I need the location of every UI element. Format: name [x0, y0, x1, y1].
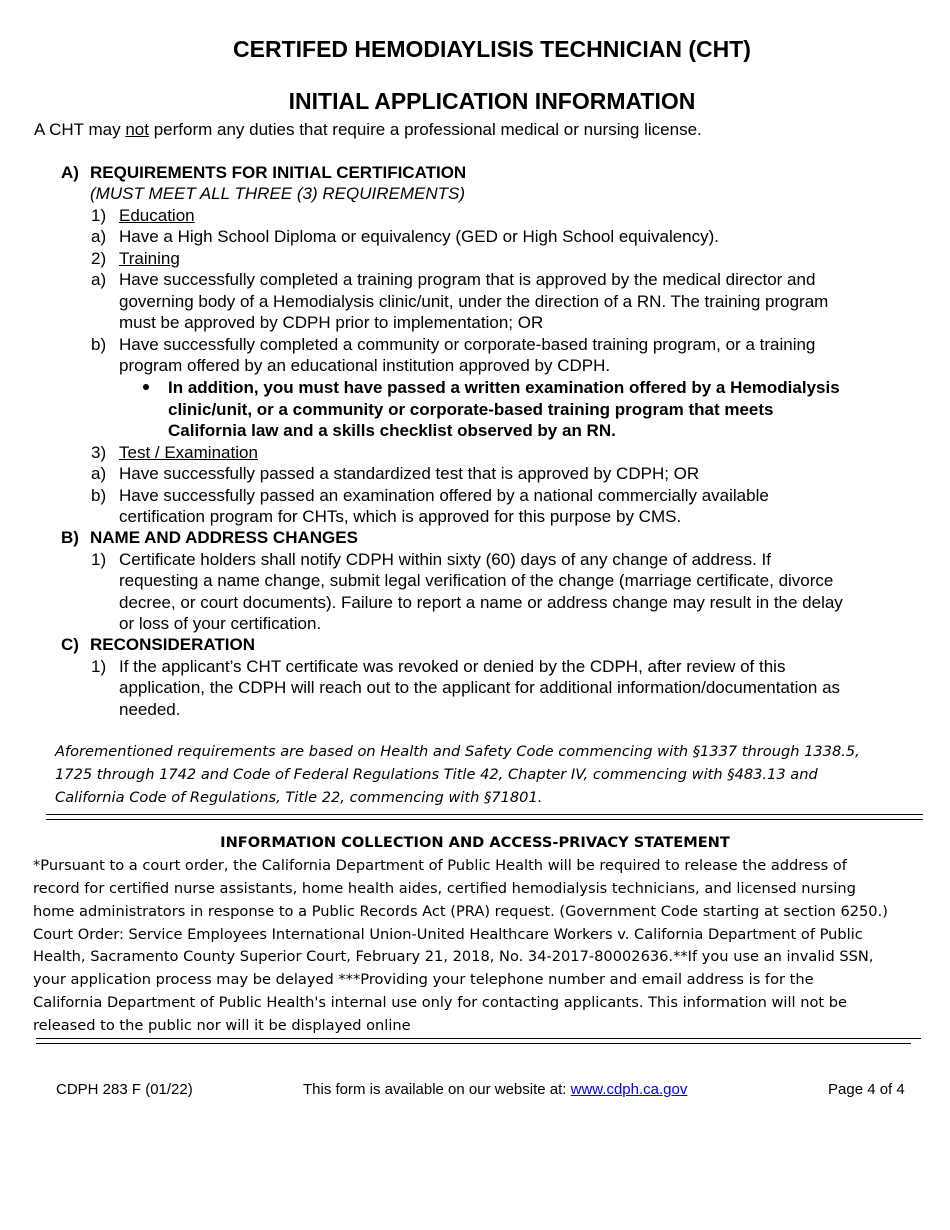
privacy-heading: INFORMATION COLLECTION AND ACCESS-PRIVACY STATEMENT: [220, 834, 730, 851]
req2-b-line: program offered by an educational institution approved by CDPH.: [119, 356, 611, 375]
section-a-heading: REQUIREMENTS FOR INITIAL CERTIFICATION: [90, 163, 467, 182]
req2-number: 2): [91, 249, 107, 268]
section-b-line: requesting a name change, submit legal verification of the change (marriage certificate, divorce: [119, 571, 834, 590]
req1-label: Education: [119, 206, 195, 225]
privacy-line: Court Order: Service Employees International Union-United Healthcare Workers v. California Department of Public: [33, 926, 863, 943]
page-number: Page 4 of 4: [828, 1081, 905, 1098]
bullet-icon: [143, 384, 149, 390]
req2-bullet-line: In addition, you must have passed a written examination offered by a Hemodialysis: [168, 378, 840, 397]
website-link[interactable]: www.cdph.ca.gov: [570, 1081, 688, 1098]
req2-a-line: must be approved by CDPH prior to implementation; OR: [119, 313, 544, 332]
req1-a-text: Have a High School Diploma or equivalency (GED or High School equivalency).: [119, 227, 720, 246]
section-divider: [36, 1043, 911, 1044]
req2-bullet-line: California law and a skills checklist observed by an RN.: [168, 421, 616, 440]
req3-a-text: Have successfully passed a standardized test that is approved by CDPH; OR: [119, 464, 700, 483]
req2-a-line: governing body of a Hemodialysis clinic/unit, under the direction of a RN. The training program: [119, 292, 829, 311]
req3-b-marker: b): [91, 486, 107, 505]
privacy-line: Health, Sacramento County Superior Court, February 21, 2018, No. 34-2017-80002636.**If you use an invalid SSN,: [33, 948, 874, 965]
legal-note-line: 1725 through 1742 and Code of Federal Regulations Title 42, Chapter IV, commencing with §483.13 and: [55, 766, 818, 783]
req1-number: 1): [91, 206, 107, 225]
section-divider: [46, 819, 923, 820]
req2-b-line: Have successfully completed a community or corporate-based training program, or a training: [119, 335, 816, 354]
form-id: CDPH 283 F (01/22): [56, 1081, 193, 1098]
section-b-line: or loss of your certification.: [119, 614, 322, 633]
privacy-line: released to the public nor will it be displayed online: [33, 1017, 411, 1034]
page-subtitle: INITIAL APPLICATION INFORMATION: [288, 88, 696, 114]
req2-a-marker: a): [91, 270, 107, 289]
privacy-line: California Department of Public Health's internal use only for contacting applicants. This information will not be: [33, 994, 847, 1011]
section-b-marker: B): [61, 528, 79, 547]
req2-bullet-line: clinic/unit, or a community or corporate-based training program that meets: [168, 400, 774, 419]
page-title: CERTIFED HEMODIAYLISIS TECHNICIAN (CHT): [233, 36, 751, 62]
section-divider: [36, 1038, 921, 1039]
intro-text: A CHT may not perform any duties that require a professional medical or nursing license.: [34, 120, 702, 139]
section-c-line: If the applicant’s CHT certificate was revoked or denied by the CDPH, after review of this: [119, 657, 786, 676]
req3-b-line: Have successfully passed an examination offered by a national commercially available: [119, 486, 769, 505]
req3-number: 3): [91, 443, 107, 462]
section-a-subheading: (MUST MEET ALL THREE (3) REQUIREMENTS): [90, 184, 465, 203]
section-c-number: 1): [91, 657, 107, 676]
req3-label: Test / Examination: [119, 443, 258, 462]
req3-b-line: certification program for CHTs, which is approved for this purpose by CMS.: [119, 507, 682, 526]
req3-a-marker: a): [91, 464, 107, 483]
req2-b-marker: b): [91, 335, 107, 354]
section-c-heading: RECONSIDERATION: [90, 635, 255, 654]
section-a-marker: A): [61, 163, 79, 182]
legal-note-line: Aforementioned requirements are based on Health and Safety Code commencing with §1337 through 1338.5,: [55, 743, 860, 760]
legal-note-line: California Code of Regulations, Title 22, commencing with §71801.: [55, 789, 543, 806]
section-b-heading: NAME AND ADDRESS CHANGES: [90, 528, 358, 547]
section-c-line: needed.: [119, 700, 181, 719]
section-c-marker: C): [61, 635, 79, 654]
intro-emphasis: not: [125, 120, 149, 139]
privacy-line: record for certified nurse assistants, home health aides, certified hemodialysis technicians, and licensed nursing: [33, 880, 856, 897]
section-c-line: application, the CDPH will reach out to the applicant for additional information/documentation as: [119, 678, 841, 697]
section-b-number: 1): [91, 550, 107, 569]
privacy-line: home administrators in response to a Public Records Act (PRA) request. (Government Code starting at section 6250.): [33, 903, 888, 920]
section-b-line: decree, or court documents). Failure to report a name or address change may result in the delay: [119, 593, 843, 612]
privacy-line: *Pursuant to a court order, the California Department of Public Health will be required to release the address of: [33, 857, 847, 874]
req1-a-marker: a): [91, 227, 107, 246]
section-b-line: Certificate holders shall notify CDPH within sixty (60) days of any change of address. If: [119, 550, 771, 569]
req2-a-line: Have successfully completed a training program that is approved by the medical director and: [119, 270, 816, 289]
req2-label: Training: [119, 249, 180, 268]
section-divider: [46, 814, 923, 815]
website-notice: This form is available on our website at: www.cdph.ca.gov: [303, 1081, 688, 1098]
privacy-line: your application process may be delayed ***Providing your telephone number and email address is for the: [33, 971, 814, 988]
